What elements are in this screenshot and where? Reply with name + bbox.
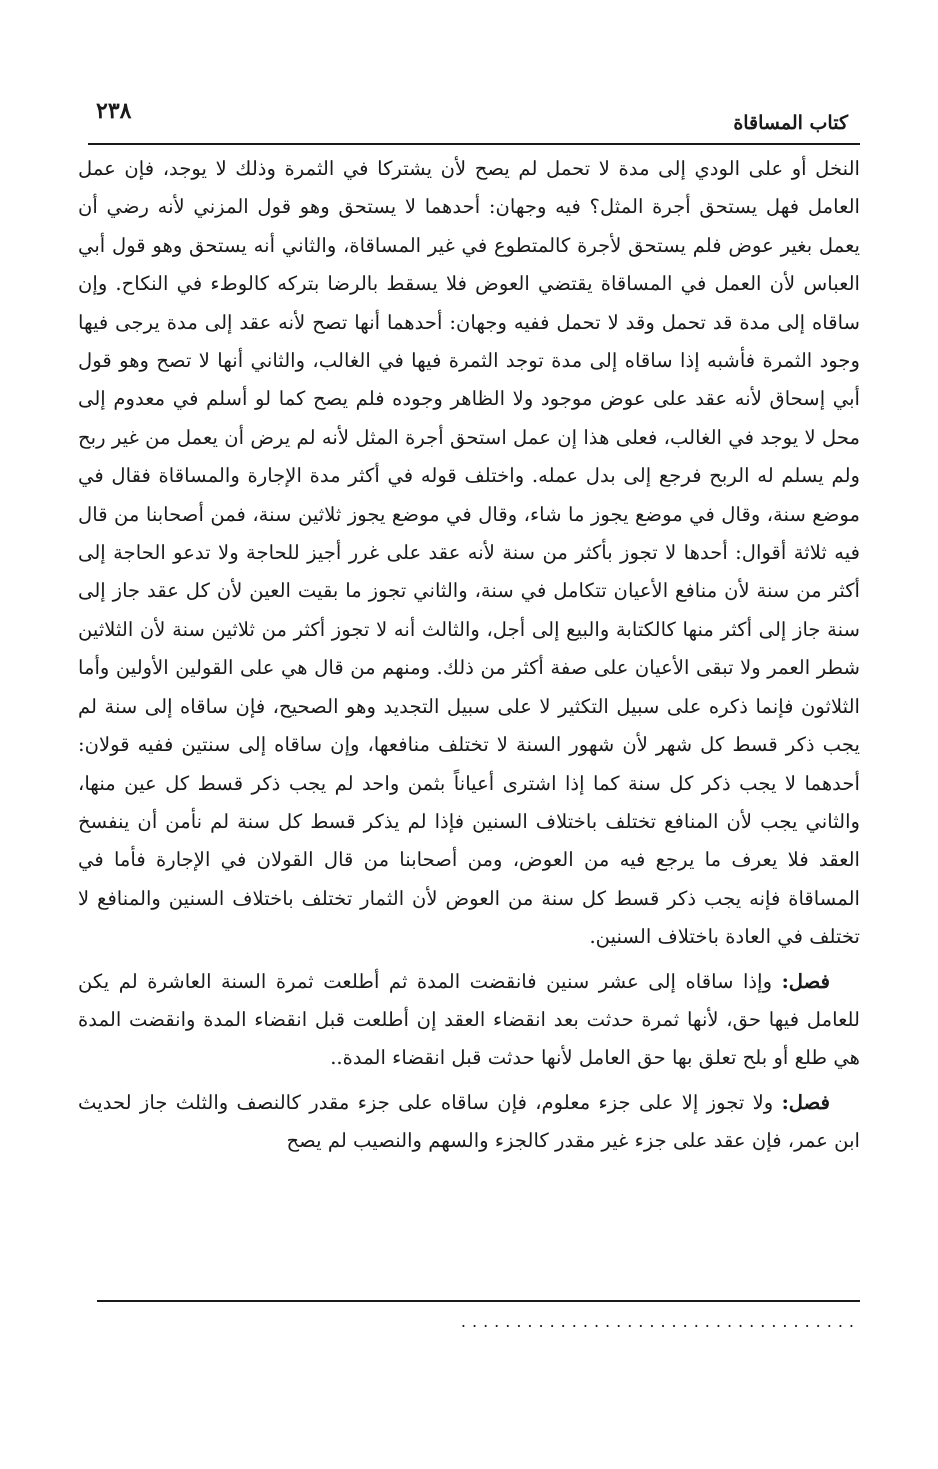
- header-rule: [88, 143, 860, 145]
- running-title: كتاب المساقاة: [733, 112, 848, 134]
- footnote-dots: ....................................: [460, 1312, 860, 1331]
- body-text: [78, 150, 860, 1161]
- fasl-paragraph-1: [78, 963, 860, 1078]
- fasl-text: وإذا ساقاه إلى عشر سنين فانقضت المدة ثم أطلعت ثمرة السنة العاشرة لم يكن للعامل فيها حق، لأنها ثمرة حدثت بعد انقضاء العقد إن أطلعت قبل انقضاء المدة وانقضت المدة هي طلع أو بلح تعلق بها حق العامل لأنها حدثت قبل انقضاء المدة..: [78, 969, 860, 1070]
- footnote-rule: [97, 1300, 860, 1302]
- page-header: [90, 96, 848, 136]
- fasl-text: ولا تجوز إلا على جزء معلوم، فإن ساقاه على جزء مقدر كالنصف والثلث جاز لحديث ابن عمر، فإن عقد على جزء غير مقدر كالجزء والسهم والنصيب لم يصح: [78, 1090, 860, 1153]
- fasl-label: فصل:: [781, 1090, 830, 1114]
- fasl-paragraph-2: [78, 1084, 860, 1161]
- fasl-label: فصل:: [781, 969, 830, 993]
- main-paragraph: النخل أو على الودي إلى مدة لا تحمل لم يصح لأن يشتركا في الثمرة وذلك لا يوجد، فإن عمل العامل فهل يستحق أجرة المثل؟ فيه وجهان: أحدهما لا يستحق وهو قول المزني لأنه رضي أن يعمل بغير عوض فلم يستحق لأجرة كالمتطوع في غير المساقاة، والثاني أنه يستحق وهو قول أبي العباس لأن العمل في المساقاة يقتضي العوض فلا يسقط بالرضا بتركه كالوطء في النكاح. وإن ساقاه إلى مدة قد تحمل وقد لا تحمل ففيه وجهان: أحدهما أنها تصح لأنه عقد إلى مدة يرجى فيها وجود الثمرة فأشبه إذا ساقاه إلى مدة توجد الثمرة فيها في الغالب، والثاني أنها لا تصح وهو قول أبي إسحاق لأنه عقد على عوض موجود ولا الظاهر وجوده فلم يصح كما لو أسلم في معدوم إلى محل لا يوجد في الغالب، فعلى هذا إن عمل استحق أجرة المثل لأنه لم يرض أن يعمل من غير ربح ولم يسلم له الربح فرجع إلى بدل عمله. واختلف قوله في أكثر مدة الإجارة والمساقاة فقال في موضع سنة، وقال في موضع يجوز ما شاء، وقال في موضع يجوز ثلاثين سنة، فمن أصحابنا من قال فيه ثلاثة أقوال: أحدها لا تجوز بأكثر من سنة لأنه عقد على غرر أجيز للحاجة ولا تدعو الحاجة إلى أكثر من سنة لأن منافع الأعيان تتكامل في سنة، والثاني تجوز ما بقيت العين لأن كل عقد جاز إلى سنة جاز إلى أكثر منها كالكتابة والبيع إلى أجل، والثالث أنه لا تجوز أكثر من ثلاثين سنة لأن الثلاثين شطر العمر ولا تبقى الأعيان على صفة أكثر من ذلك. ومنهم من قال هي على القولين الأولين وأما الثلاثون فإنما ذكره على سبيل التكثير لا على سبيل التجديد وهو الصحيح، فإن ساقاه إلى سنة لم يجب ذكر قسط كل شهر لأن شهور السنة لا تختلف منافعها، وإن ساقاه إلى سنتين ففيه قولان: أحدهما لا يجب ذكر كل سنة كما إذا اشترى أعياناً بثمن واحد لم يجب ذكر قسط كل عين منها، والثاني يجب لأن المنافع تختلف باختلاف السنين فإذا لم يذكر قسط كل سنة لم نأمن أن ينفسخ العقد فلا يعرف ما يرجع فيه من العوض، ومن أصحابنا من قال القولان في الإجارة فأما في المساقاة فإنه يجب ذكر قسط كل سنة من العوض لأن الثمار تختلف باختلاف السنين والمنافع لا تختلف في العادة باختلاف السنين.: [78, 157, 860, 949]
- page-number: ٢٣٨: [96, 98, 132, 124]
